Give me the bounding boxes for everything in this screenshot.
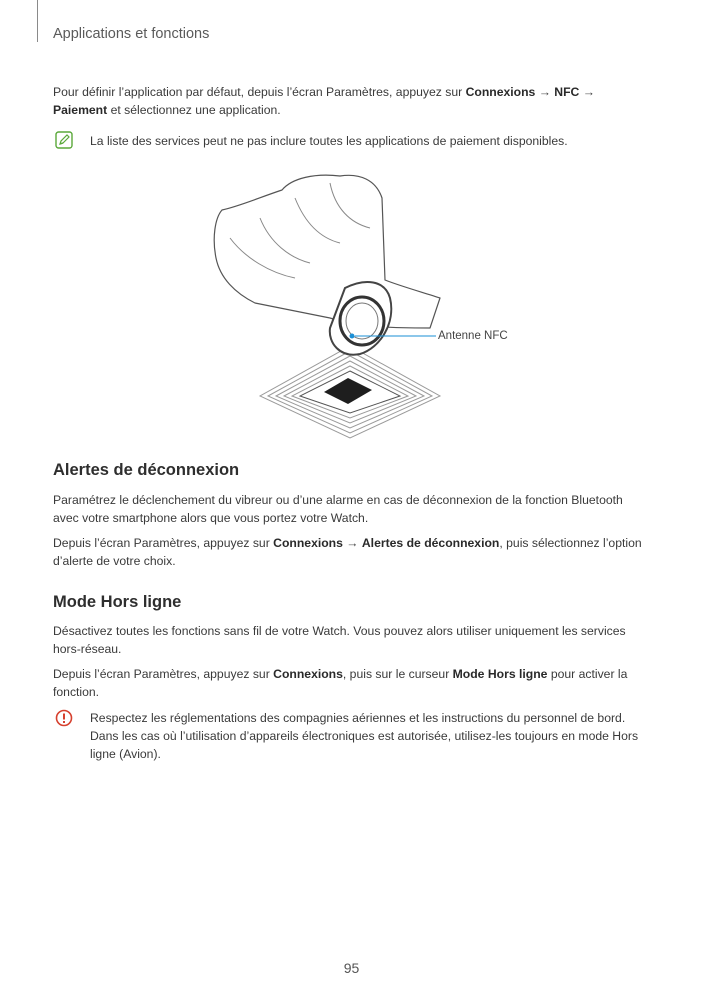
section-hors-ligne-paragraph-1: Désactivez toutes les fonctions sans fil de votre Watch. Vous pouvez alors utiliser uniquement les services hors-réseau.: [53, 624, 626, 656]
nfc-watch-illustration: [200, 168, 530, 440]
note-text: La liste des services peut ne pas inclure toutes les applications de paiement disponibles.: [90, 134, 568, 148]
section-title-hors-ligne: Mode Hors ligne: [53, 593, 182, 611]
section-alertes-paragraph-2: Depuis l’écran Paramètres, appuyez sur Connexions → Alertes de déconnexion, puis sélectionnez l’option d’alerte de votre choix.: [53, 536, 642, 568]
section-alertes-paragraph-1: Paramétrez le déclenchement du vibreur ou d’une alarme en cas de déconnexion de la fonction Bluetooth avec votre smartphone alors que vous portez votre Watch.: [53, 493, 623, 525]
caution-icon: [55, 709, 73, 727]
section-hors-ligne-paragraph-2: Depuis l’écran Paramètres, appuyez sur Connexions, puis sur le curseur Mode Hors ligne pour activer la fonction.: [53, 667, 628, 699]
header-rule: [37, 0, 38, 42]
nfc-antenna-marker: [350, 334, 355, 339]
note-icon: [55, 131, 73, 149]
intro-paragraph: Pour définir l’application par défaut, depuis l’écran Paramètres, appuyez sur Connexions → NFC → Paiement et sélectionnez une application.: [53, 85, 595, 117]
nfc-antenna-label: Antenne NFC: [438, 330, 508, 342]
page-number: 95: [343, 960, 360, 976]
section-header: Applications et fonctions: [53, 26, 210, 42]
caution-text: Respectez les réglementations des compagnies aériennes et les instructions du personnel de bord. Dans les cas où l’utilisation d’appareils électroniques est autorisée, utilisez-les toujours en mode Hors ligne (Avion).: [90, 711, 639, 761]
section-title-alertes: Alertes de déconnexion: [53, 461, 240, 479]
